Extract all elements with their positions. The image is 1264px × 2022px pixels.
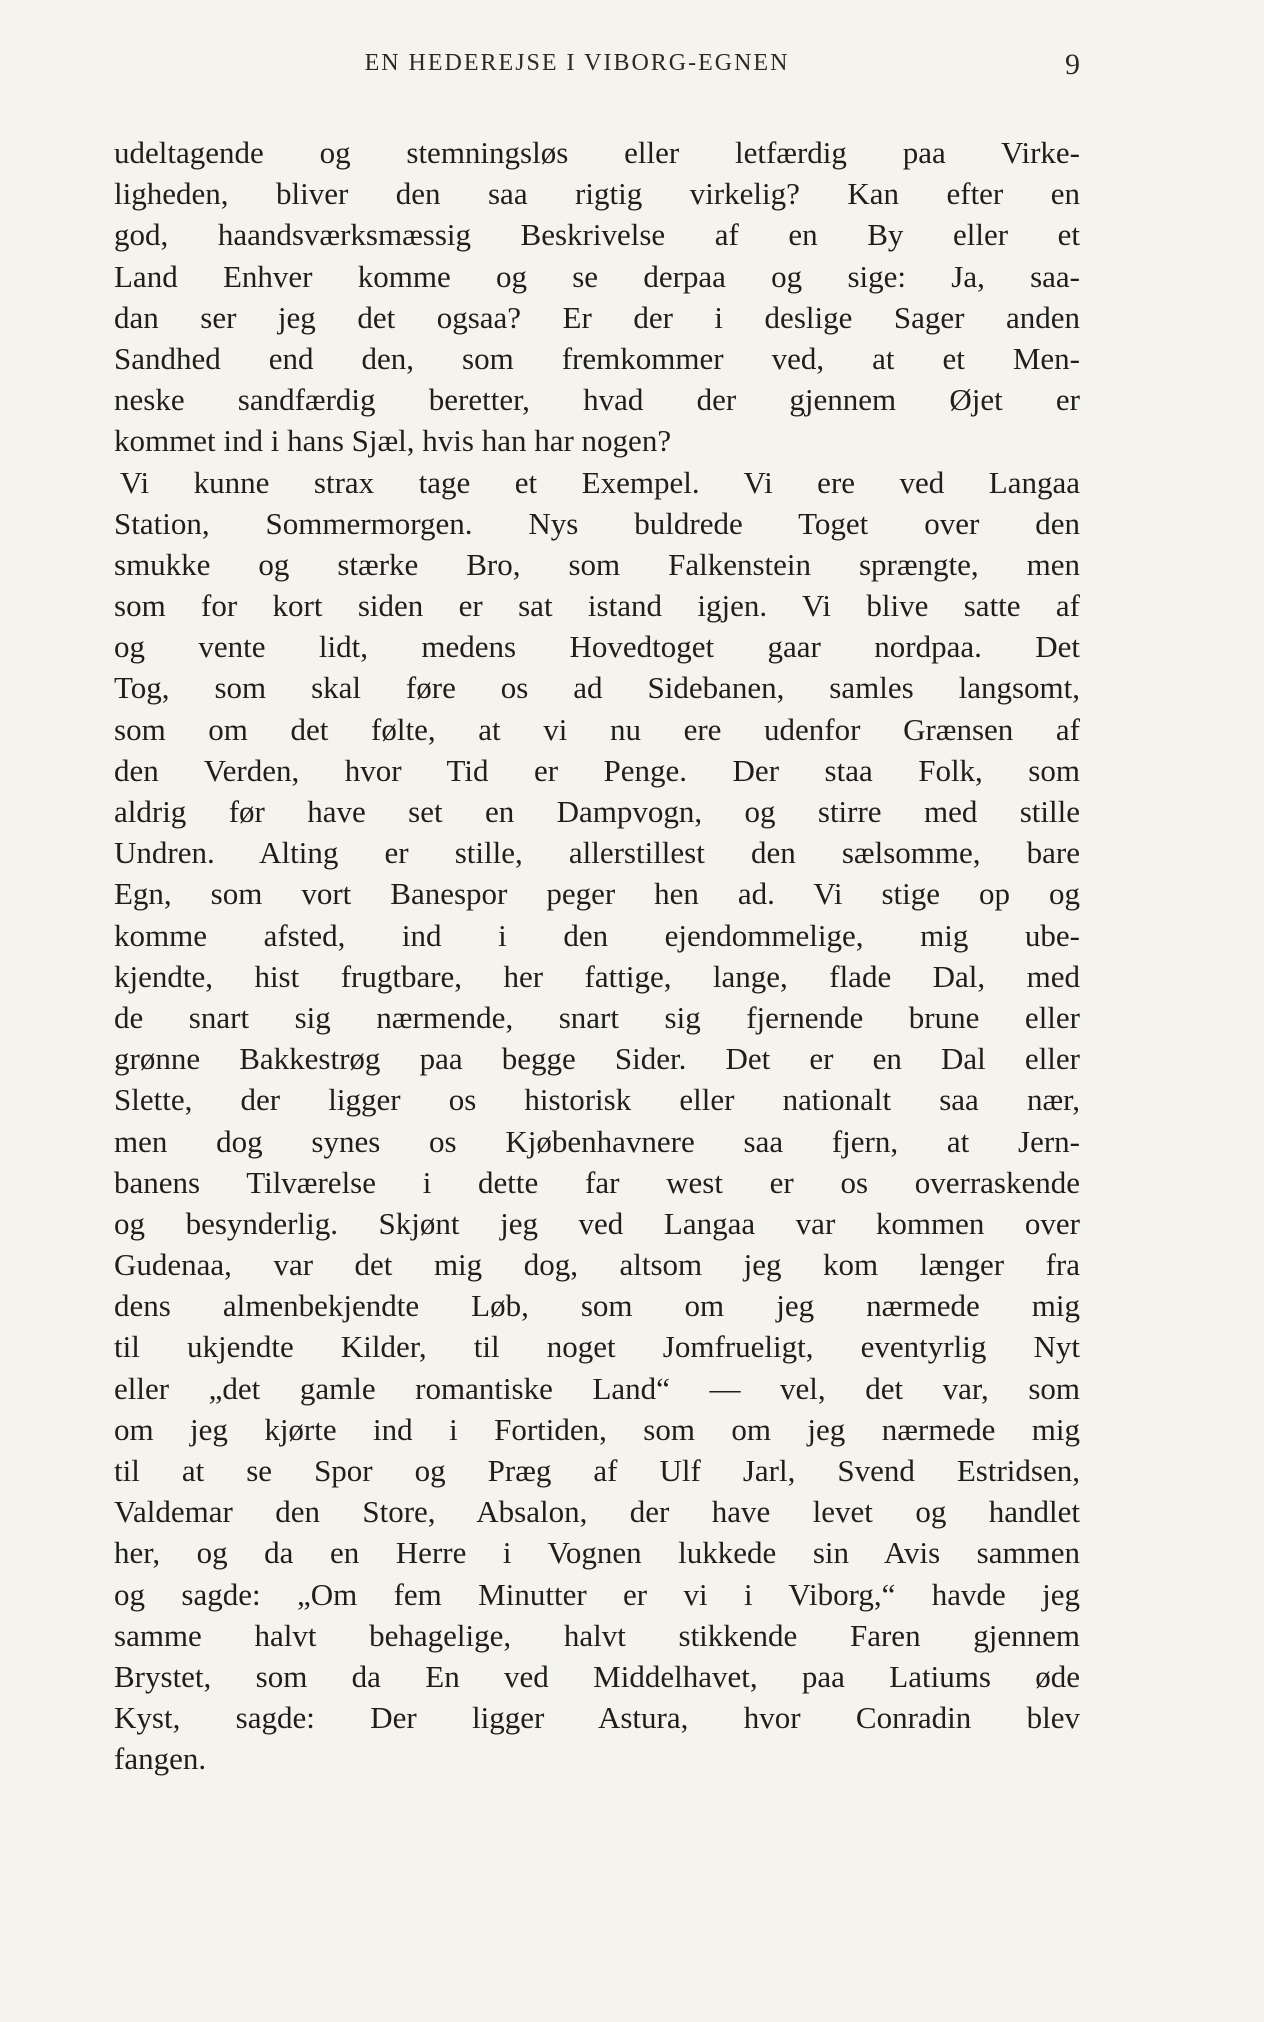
text-line: Sandhed end den, som fremkommer ved, at et Men- <box>114 340 1080 376</box>
running-head <box>114 50 1080 86</box>
text-line: den Verden, hvor Tid er Penge. Der staa Folk, som <box>114 752 1080 788</box>
text-line: men dog synes os Kjøbenhavnere saa fjern, at Jern- <box>114 1123 1080 1159</box>
text-line: til at se Spor og Præg af Ulf Jarl, Svend Estridsen, <box>114 1453 1080 1488</box>
text-line: samme halvt behagelige, halvt stikkende Faren gjennem <box>114 1617 1080 1653</box>
text-line: ligheden, bliver den saa rigtig virkelig? Kan efter en <box>114 176 1080 212</box>
text-line: komme afsted, ind i den ejendommelige, mig ube- <box>114 917 1080 953</box>
text-line: kjendte, hist frugtbare, her fattige, lange, flade Dal, med <box>114 958 1080 994</box>
text-line: som om det følte, at vi nu ere udenfor Grænsen af <box>114 711 1080 747</box>
text-line: neske sandfærdig beretter, hvad der gjennem Øjet er <box>114 382 1080 418</box>
text-line: banens Tilværelse i dette far west er os overraskende <box>114 1164 1080 1200</box>
text-line: god, haandsværksmæssig Beskrivelse af en By eller et <box>114 217 1080 253</box>
text-line: dan ser jeg det ogsaa? Er der i deslige Sager anden <box>114 299 1080 335</box>
running-title: EN HEDEREJSE I VIBORG-EGNEN <box>364 50 790 76</box>
text-line: Undren. Alting er stille, allerstillest den sælsomme, bare <box>114 835 1080 871</box>
text-line: grønne Bakkestrøg paa begge Sider. Det er en Dal eller <box>114 1041 1080 1077</box>
text-line: Valdemar den Store, Absalon, der have levet og handlet <box>114 1494 1080 1530</box>
text-line: eller „det gamle romantiske Land“ — vel, det var, som <box>114 1370 1080 1406</box>
text-line: som for kort siden er sat istand igjen. Vi blive satte af <box>114 588 1080 624</box>
text-line: Tog, som skal føre os ad Sidebanen, samles langsomt, <box>114 670 1080 706</box>
text-line: Kyst, sagde: Der ligger Astura, hvor Conradin blev <box>114 1700 1080 1736</box>
text-line: de snart sig nærmende, snart sig fjernende brune eller <box>114 999 1080 1035</box>
page-number: 9 <box>1065 48 1080 81</box>
text-line: udeltagende og stemningsløs eller letfærdig paa Virke- <box>114 135 1080 170</box>
text-line: fangen. <box>114 1741 207 1777</box>
text-line: Slette, der ligger os historisk eller nationalt saa nær, <box>114 1082 1080 1118</box>
text-line: om jeg kjørte ind i Fortiden, som om jeg nærmede mig <box>114 1411 1080 1447</box>
text-line: og besynderlig. Skjønt jeg ved Langaa var kommen over <box>114 1205 1080 1241</box>
text-line: Land Enhver komme og se derpaa og sige: Ja, saa- <box>114 258 1080 294</box>
text-line: Gudenaa, var det mig dog, altsom jeg kom længer fra <box>114 1247 1080 1283</box>
text-line: her, og da en Herre i Vognen lukkede sin Avis sammen <box>114 1535 1080 1571</box>
body-text <box>114 132 1080 1780</box>
text-line: og sagde: „Om fem Minutter er vi i Viborg,“ havde jeg <box>114 1576 1080 1612</box>
text-line: Vi kunne strax tage et Exempel. Vi ere ved Langaa <box>120 464 1080 500</box>
text-line: aldrig før have set en Dampvogn, og stirre med stille <box>114 794 1080 829</box>
text-line: Egn, som vort Banespor peger hen ad. Vi stige op og <box>114 876 1080 912</box>
text-line: til ukjendte Kilder, til noget Jomfrueligt, eventyrlig Nyt <box>114 1329 1080 1365</box>
text-line: kommet ind i hans Sjæl, hvis han har nogen? <box>114 423 672 459</box>
text-line: og vente lidt, medens Hovedtoget gaar nordpaa. Det <box>114 629 1080 665</box>
text-line: dens almenbekjendte Løb, som om jeg nærmede mig <box>114 1288 1080 1324</box>
text-line: Station, Sommermorgen. Nys buldrede Toget over den <box>114 505 1080 541</box>
text-line: Brystet, som da En ved Middelhavet, paa Latiums øde <box>114 1658 1080 1694</box>
text-line: smukke og stærke Bro, som Falkenstein sprængte, men <box>114 546 1080 582</box>
